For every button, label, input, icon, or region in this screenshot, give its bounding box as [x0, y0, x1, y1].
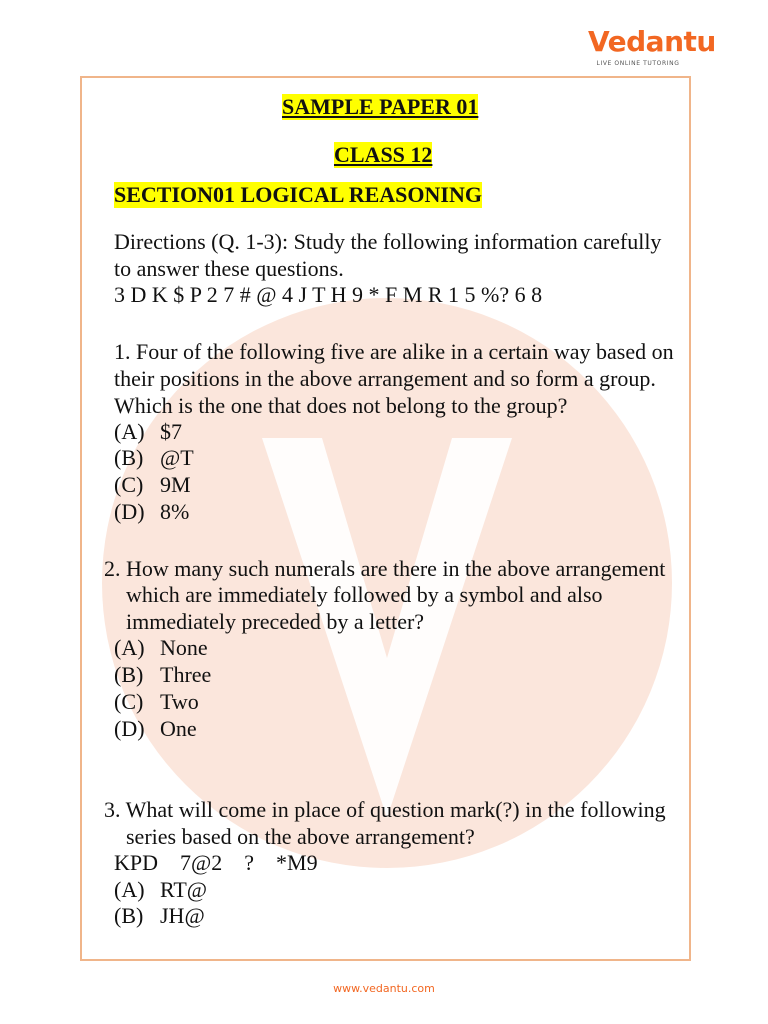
- q2-line-1: 2. How many such numerals are there in the above arrangement: [104, 556, 666, 581]
- page-frame: [80, 76, 691, 961]
- q1-option-c-text: 9M: [160, 472, 191, 497]
- q2-line-3: immediately preceded by a letter?: [126, 609, 425, 634]
- q3-option-b-text: JH@: [160, 903, 205, 928]
- class-title: CLASS 12: [334, 142, 433, 167]
- q3-line-2: series based on the above arrangement?: [126, 824, 475, 849]
- q3-line-1: 3. What will come in place of question mark(?) in the following: [104, 797, 666, 822]
- q3-option-b-label: (B): [114, 903, 144, 928]
- q2-option-b-text: Three: [160, 662, 212, 687]
- logo-tagline: LIVE ONLINE TUTORING: [596, 60, 680, 67]
- document-body: [82, 78, 691, 961]
- q3-series: KPD 7@2 ? *M9: [114, 850, 318, 875]
- q1-option-d-label: (D): [114, 499, 145, 524]
- q2-option-d-text: One: [160, 716, 197, 741]
- directions-line-2: to answer these questions.: [114, 256, 344, 281]
- q2-option-c-label: (C): [114, 689, 144, 714]
- section-title: SECTION01 LOGICAL REASONING: [114, 182, 482, 207]
- q2-option-d-label: (D): [114, 716, 145, 741]
- q2-option-a-text: None: [160, 635, 208, 660]
- q1-line-1: 1. Four of the following five are alike in a certain way based on: [114, 339, 674, 364]
- q3-option-a-label: (A): [114, 877, 145, 902]
- q1-option-a-text: $7: [160, 419, 182, 444]
- logo-wordmark: Vedantu: [588, 25, 716, 58]
- q2-line-2: which are immediately followed by a symbol and also: [126, 582, 603, 607]
- q1-line-2: their positions in the above arrangement and so form a group.: [114, 366, 656, 391]
- q1-option-b-label: (B): [114, 445, 144, 470]
- vedantu-logo: [588, 25, 716, 67]
- q2-option-a-label: (A): [114, 635, 145, 660]
- q1-option-a-label: (A): [114, 419, 145, 444]
- q2-option-b-label: (B): [114, 662, 144, 687]
- directions-line-1: Directions (Q. 1-3): Study the following information carefully: [114, 229, 662, 254]
- q2-option-c-text: Two: [160, 689, 199, 714]
- paper-title: SAMPLE PAPER 01: [282, 94, 479, 119]
- q1-option-d-text: 8%: [160, 499, 190, 524]
- q1-line-3: Which is the one that does not belong to the group?: [114, 393, 568, 418]
- arrangement-sequence: 3 D K $ P 2 7 # @ 4 J T H 9 * F M R 1 5 %? 6 8: [114, 282, 543, 307]
- q1-option-c-label: (C): [114, 472, 144, 497]
- q3-option-a-text: RT@: [160, 877, 208, 902]
- q1-option-b-text: @T: [160, 445, 194, 470]
- footer-url[interactable]: www.vedantu.com: [333, 982, 435, 995]
